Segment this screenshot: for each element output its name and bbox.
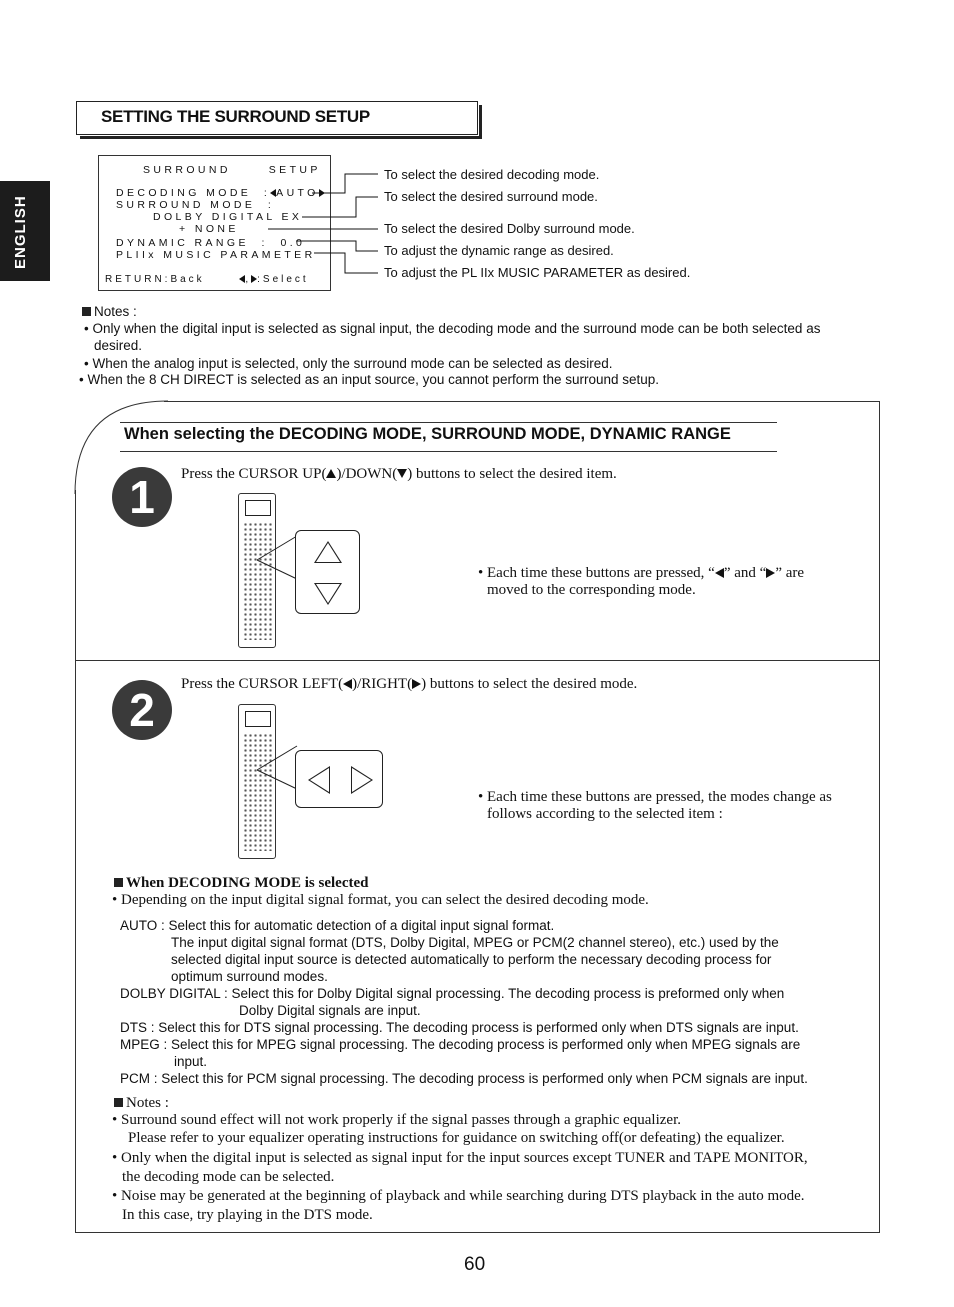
zoom-leader-2: [255, 745, 300, 805]
cursor-left-icon: [715, 568, 724, 578]
step-1-instruction: Press the CURSOR UP( )/DOWN( ) buttons to select the desired item.: [181, 466, 617, 482]
notes-bottom-line-2: Please refer to your equalizer operating instructions for guidance on switching off(or defeating) the equalizer.: [128, 1130, 785, 1146]
decoding-line-dts: DTS : Select this for DTS signal processing. The decoding process is performed only when DTS signals are input.: [120, 1020, 799, 1035]
osd-plii-row: PLIIx MUSIC PARAMETER: [116, 249, 316, 261]
decoding-line-dolby: DOLBY DIGITAL : Select this for Dolby Digital signal processing. The decoding process is preformed only when: [120, 986, 785, 1001]
osd-return-text: RETURN:Back: [105, 274, 205, 285]
callout-surround: To select the desired surround mode.: [384, 189, 598, 204]
osd-surround-value-1: DOLBY DIGITAL EX: [153, 211, 303, 223]
subtitle-rule-top: [120, 422, 777, 423]
decoding-line-mpeg: MPEG : Select this for MPEG signal processing. The decoding process is performed only when MPEG signals are: [120, 1037, 801, 1052]
step-2-instruction: Press the CURSOR LEFT( )/RIGHT( ) buttons to select the desired mode.: [181, 676, 638, 692]
cursor-left-icon: [343, 679, 352, 689]
leader-surround: [302, 197, 378, 217]
step-1-badge: 1: [112, 467, 172, 527]
osd-header-left: SURROUND: [143, 164, 231, 176]
notes-bottom-label: Notes :: [114, 1095, 169, 1112]
osd-select-text: :Select: [257, 274, 309, 285]
notes-bottom-line-6: In this case, try playing in the DTS mode.: [122, 1207, 373, 1223]
remote-screen: [245, 711, 271, 727]
notes-top-item-1: • Only when the digital input is selected as signal input, the decoding mode and the surround mode can be both selected as: [84, 321, 821, 336]
osd-dynamic-label: DYNAMIC RANGE: [116, 237, 249, 249]
square-bullet-icon: [82, 307, 91, 316]
osd-decoding-value: AUTO: [276, 187, 319, 199]
decoding-intro: • Depending on the input digital signal format, you can select the desired decoding mode.: [112, 892, 649, 908]
decoding-line-mpeg-2: input.: [174, 1054, 208, 1069]
cursor-down-icon: [397, 469, 407, 478]
decoding-line-auto-2: The input digital signal format (DTS, Dolby Digital, MPEG or PCM(2 channel stereo), etc.) used by the: [171, 935, 779, 950]
decoding-line-auto-3: selected digital input source is detected automatically to perform the necessary decoding process for: [171, 952, 772, 967]
cursor-down-button-icon: [314, 583, 342, 605]
cursor-leftright-zoom: [295, 750, 383, 808]
notes-top-label: Notes :: [82, 303, 137, 320]
step-2-badge: 2: [112, 680, 172, 740]
page-number: 60: [464, 1254, 486, 1275]
subtitle-rule-bottom: [120, 451, 777, 452]
callout-plii: To adjust the PL IIx MUSIC PARAMETER as desired.: [384, 265, 691, 280]
notes-top-item-2: • When the analog input is selected, only the surround mode can be selected as desired.: [84, 356, 613, 371]
language-tab-label: ENGLISH: [12, 195, 29, 269]
panel-divider: [75, 660, 880, 661]
notes-bottom-line-1: • Surround sound effect will not work properly if the signal passes through a graphic equalizer.: [112, 1112, 682, 1128]
leader-dynamic: [296, 241, 378, 251]
square-bullet-icon: [114, 878, 123, 887]
osd-dynamic-row: DYNAMIC RANGE : 0.0: [116, 237, 306, 249]
cursor-updown-zoom: [295, 530, 360, 614]
remote-screen: [245, 500, 271, 516]
section-title: SETTING THE SURROUND SETUP: [101, 107, 370, 126]
notes-top-item-3: • When the 8 CH DIRECT is selected as an input source, you cannot perform the surround setup.: [79, 372, 660, 387]
leader-decoding: [312, 174, 378, 193]
notes-bottom-line-3: • Only when the digital input is selected as signal input for the input sources except TUNER and TAPE MONITOR,: [112, 1150, 808, 1166]
decoding-heading: When DECODING MODE is selected: [114, 875, 369, 892]
osd-surround-value-2: + NONE: [179, 223, 239, 235]
decoding-line-pcm: PCM : Select this for PCM signal processing. The decoding process is performed only when PCM signals are input.: [120, 1071, 808, 1086]
callout-dynamic: To adjust the dynamic range as desired.: [384, 243, 614, 258]
decoding-line-auto-4: optimum surround modes.: [171, 969, 328, 984]
cursor-up-icon: [326, 469, 336, 478]
cursor-right-button-icon: [351, 766, 373, 794]
step-1-bullet: • Each time these buttons are pressed, “ ” and “ ” are moved to the corresponding mode.: [478, 565, 805, 598]
cursor-right-icon: [766, 568, 775, 578]
osd-header-right: SETUP: [268, 164, 321, 176]
cursor-left-button-icon: [308, 766, 330, 794]
notes-top-item-1b: desired.: [94, 338, 143, 353]
osd-surround-label: SURROUND MODE: [116, 199, 256, 211]
osd-footer: RETURN:Back , :Select: [105, 274, 309, 285]
callout-dolby: To select the desired Dolby surround mode.: [384, 221, 635, 236]
osd-decoding-label: DECODING MODE: [116, 187, 252, 199]
step-2-bullet: • Each time these buttons are pressed, the modes change as follows according to the selected item :: [478, 789, 832, 822]
decoding-line-auto: AUTO : Select this for automatic detection of a digital input signal format.: [120, 918, 555, 933]
decoding-line-dolby-2: Dolby Digital signals are input.: [239, 1003, 421, 1018]
panel-subtitle: When selecting the DECODING MODE, SURROUND MODE, DYNAMIC RANGE: [124, 425, 731, 443]
cursor-up-button-icon: [314, 541, 342, 563]
osd-decoding-row: DECODING MODE : AUTO: [116, 187, 325, 199]
osd-dynamic-value: 0.0: [280, 237, 306, 249]
cursor-right-icon: [412, 679, 421, 689]
notes-bottom-line-4: the decoding mode can be selected.: [122, 1169, 335, 1185]
leader-plii: [314, 253, 378, 273]
osd-surround-row: SURROUND MODE :: [116, 199, 275, 211]
notes-bottom-line-5: • Noise may be generated at the beginning of playback and while searching during DTS playback in the auto mode.: [112, 1188, 805, 1204]
square-bullet-icon: [114, 1098, 123, 1107]
zoom-leader-1: [255, 535, 300, 595]
callout-decoding: To select the desired decoding mode.: [384, 167, 600, 182]
